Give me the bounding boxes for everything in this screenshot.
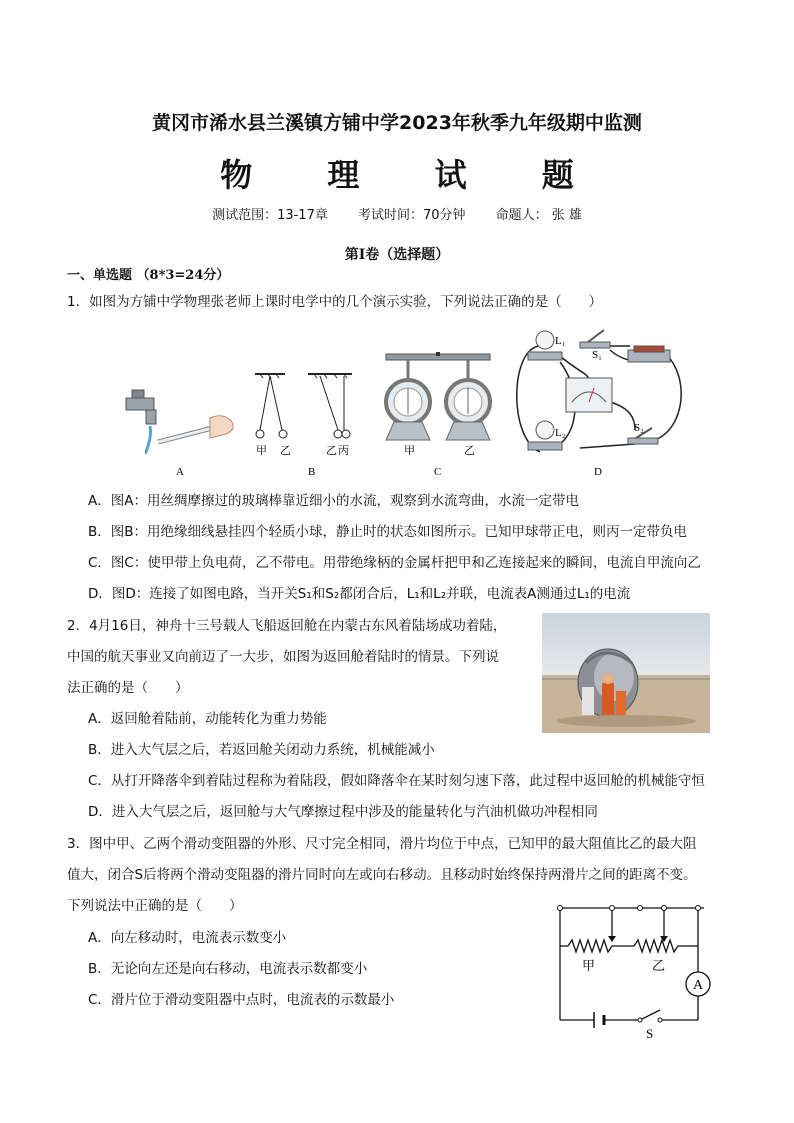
exam-author: 命题人： 张 雄 [495, 208, 582, 223]
q2-stem-line1: 2．4月16日，神舟十三号载人飞船返回舱在内蒙古东风着陆场成功着陆， [67, 618, 507, 634]
fig-d-label-s2: S₂ [634, 422, 644, 434]
fig-c-label: C [434, 466, 442, 478]
q2-option-a: A．返回舱着陆前，动能转化为重力势能 [88, 711, 327, 727]
hanging-balls-pair1 [255, 374, 287, 438]
rheostat-jia-label: 甲 [582, 959, 596, 974]
section-heading: 一、单选题 （8*3=24分） [67, 268, 230, 283]
glass-rod-icon [158, 416, 233, 442]
subject-title: 物 理 试 题 [220, 156, 606, 194]
q3-stem-line1: 3．图中甲、乙两个滑动变阻器的外形、尺寸完全相同，滑片均位于中点，已知甲的最大阻值比乙的最大阻 [67, 836, 697, 852]
q3-option-c: C．滑片位于滑动变阻器中点时，电流表的示数最小 [88, 992, 395, 1008]
q1-option-d: D．图D：连接了如图电路，当开关S₁和S₂都闭合后，L₁和L₂并联，电流表A测通过L₁的电流 [88, 586, 631, 602]
q3-circuit-figure [548, 896, 718, 1041]
exam-info [0, 204, 794, 223]
fig-c-label-yi: 乙 [464, 445, 475, 457]
q3-stem-line3: 下列说法中正确的是（ ） [67, 898, 243, 914]
fig-b-label-yi2: 乙 [326, 445, 337, 457]
fig-d-label-l2: L₂ [555, 427, 566, 439]
fig-b-label: B [308, 466, 316, 478]
q1-stem: 1．如图为方铺中学物理张老师上课时电学中的几个演示实验，下列说法正确的是（ ） [67, 294, 603, 310]
fig-a-label: A [176, 466, 184, 478]
hanging-balls-pair2 [308, 374, 352, 438]
q3-stem-line2: 值大，闭合S后将两个滑动变阻器的滑片同时向左或向右移动。且移动时始终保持两滑片之间的距离不变。 [67, 867, 697, 883]
fig-b-label-bing: 丙 [338, 445, 349, 457]
q2-option-c: C．从打开降落伞到着陆过程称为着陆段，假如降落伞在某时刻匀速下落，此过程中返回舱的机械能守恒 [88, 773, 705, 789]
fig-d-label-s1: S₁ [592, 349, 602, 361]
q2-option-b: B．进入大气层之后，若返回舱关闭动力系统，机械能减小 [88, 742, 435, 758]
q2-option-d: D．进入大气层之后，返回舱与大气摩擦过程中涉及的能量转化与汽油机做功冲程相同 [88, 804, 598, 820]
q1-option-b: B．图B：用绝缘细线悬挂四个轻质小球，静止时的状态如图所示。已知甲球带正电，则丙一定带负电 [88, 524, 688, 540]
fig-b-label-jia: 甲 [256, 445, 267, 457]
q2-stem-line3: 法正确的是（ ） [67, 680, 189, 696]
q1-option-c: C．图C：使甲带上负电荷，乙不带电。用带绝缘柄的金属杆把甲和乙连接起来的瞬间，电流自甲流向乙 [88, 555, 701, 571]
q3-option-a: A．向左移动时，电流表示数变小 [88, 930, 287, 946]
capsule-photo [542, 613, 710, 733]
exam-range: 测试范围：13-17章 [212, 208, 328, 223]
exam-time: 考试时间：70分钟 [357, 208, 466, 223]
fig-b-label-yi1: 乙 [280, 445, 291, 457]
q1-figure [110, 318, 700, 483]
rheostat-yi-label: 乙 [652, 959, 666, 974]
fig-d-label-l1: L₁ [555, 335, 566, 347]
switch-label: S [646, 1026, 654, 1041]
volume-heading: 第Ⅰ卷（选择题） [344, 247, 450, 263]
school-title: 黄冈市浠水县兰溪镇方铺中学2023年秋季九年级期中监测 [152, 112, 642, 134]
q1-option-a: A．图A：用丝绸摩擦过的玻璃棒靠近细小的水流，观察到水流弯曲，水流一定带电 [88, 493, 579, 509]
fig-d-label: D [594, 466, 602, 478]
faucet-icon [126, 390, 156, 454]
electroscopes-icon [386, 352, 490, 440]
q2-stem-line2: 中国的航天事业又向前迈了一大步，如图为返回舱着陆时的情景。下列说 [67, 649, 499, 665]
q3-option-b: B．无论向左还是向右移动，电流表示数都变小 [88, 961, 368, 977]
fig-c-label-jia: 甲 [404, 445, 415, 457]
ammeter-label: A [692, 978, 704, 993]
